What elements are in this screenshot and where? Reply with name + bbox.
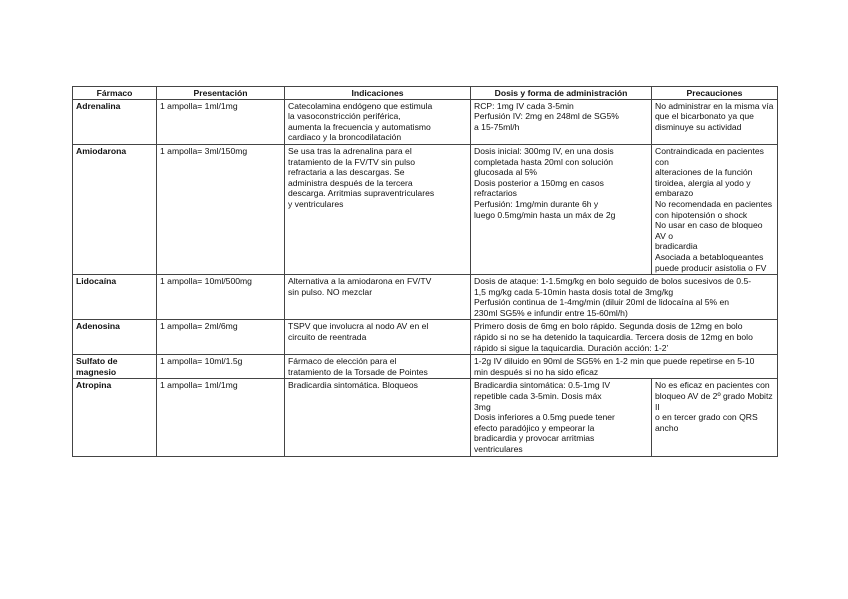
precautions-line: tiroidea, alergia al yodo y [655, 177, 751, 188]
precautions-line: o en tercer grado con QRS ancho [655, 412, 758, 433]
dosage-line: Perfusión continua de 1-4mg/min (diluir 20ml de lidocaína al 5% en [474, 297, 730, 308]
indications-line: Se usa tras la adrenalina para el [288, 145, 412, 156]
drug-name-cell [73, 355, 157, 379]
indications-cell [285, 144, 471, 274]
indications-line: Catecolamina endógeno que estimula [288, 100, 433, 111]
drug-name: Adrenalina [76, 100, 121, 111]
dosage-line: Primero dosis de 6mg en bolo rápido. Segunda dosis de 12mg en bolo [474, 321, 743, 332]
drug-name-cell [73, 99, 157, 144]
indications-line: la vasoconstricción periférica, [288, 111, 401, 122]
precautions-line: puede producir asistolia o FV [655, 262, 767, 273]
dosage-line: glucosada al 5% [474, 167, 538, 178]
presentation-text: 1 ampolla= 2ml/6mg [160, 321, 238, 332]
drug-name-cell [73, 379, 157, 456]
drug-name: Sulfato de [76, 356, 118, 367]
precautions-line: No es eficaz en pacientes con [655, 380, 770, 391]
indications-line: y ventriculares [288, 198, 344, 209]
dosage-line: efecto paradójico y empeorar la [474, 422, 595, 433]
dosage-line: rápido si sigue la taquicardia. Duración acción: 1-2’ [474, 342, 669, 353]
indications-cell [285, 99, 471, 144]
dosage-cell [471, 144, 652, 274]
indications-line: TSPV que involucra al nodo AV en el [288, 321, 429, 332]
presentation-text: 1 ampolla= 1ml/1mg [160, 380, 238, 391]
indications-line: administra después de la tercera [288, 177, 413, 188]
drug-name-cell [73, 144, 157, 274]
dosage-line: luego 0.5mg/min hasta un máx de 2g [474, 209, 616, 220]
dosage-precautions-merged-cell [471, 275, 778, 320]
header-indicaciones: Indicaciones [285, 87, 471, 100]
table-header-row [73, 87, 778, 100]
precautions-line: bradicardia [655, 241, 698, 252]
precautions-cell [652, 144, 778, 274]
dosage-line: bradicardia y provocar arritmias [474, 433, 595, 444]
dosage-line: repetible cada 3-5min. Dosis máx [474, 391, 602, 402]
drug-name: Lidocaína [76, 276, 117, 287]
dosage-line: 1,5 mg/kg cada 5-10min hasta dosis total de 3mg/kg [474, 286, 674, 297]
drug-name: Amiodarona [76, 145, 127, 156]
indications-line: Alternativa a la amiodarona en FV/TV [288, 276, 432, 287]
presentation-text: 1 ampolla= 3ml/150mg [160, 145, 248, 156]
drug-name: Atropina [76, 380, 112, 391]
table-row-atropina [73, 379, 778, 456]
table-row-adenosina [73, 320, 778, 355]
table-row-amiodarona [73, 144, 778, 274]
drug-name: Adenosina [76, 321, 120, 332]
presentation-cell [157, 355, 285, 379]
dosage-line: refractarios [474, 188, 517, 199]
dosage-line: a 15-75ml/h [474, 121, 520, 132]
dosage-cell [471, 99, 652, 144]
indications-line: refractaria a las descargas. Se [288, 167, 405, 178]
indications-line: aumenta la frecuencia y automatismo [288, 121, 431, 132]
dosage-precautions-merged-cell [471, 320, 778, 355]
indications-line: tratamiento de la FV/TV sin pulso [288, 156, 416, 167]
indications-line: tratamiento de la Torsade de Pointes [288, 366, 428, 377]
indications-line: Fármaco de elección para el [288, 356, 397, 367]
drug-name-cell [73, 320, 157, 355]
drug-name-cell [73, 275, 157, 320]
dosage-line: completada hasta 20ml con solución [474, 156, 614, 167]
dosage-line: Perfusión: 1mg/min durante 6h y [474, 198, 599, 209]
dosage-line: rápido si no se ha detenido la taquicardia. Tercera dosis de 12mg en bolo [474, 332, 753, 343]
presentation-cell [157, 379, 285, 456]
indications-cell [285, 355, 471, 379]
presentation-text: 1 ampolla= 10ml/500mg [160, 276, 252, 287]
dosage-line: Dosis inicial: 300mg IV, en una dosis [474, 145, 614, 156]
indications-line: descarga. Arritmias supraventriculares [288, 188, 435, 199]
precautions-line: No usar en caso de bloqueo AV o [655, 220, 763, 241]
precautions-line: No administrar en la misma vía [655, 100, 774, 111]
dosage-line: ventriculares [474, 444, 523, 454]
dosage-line: Perfusión IV: 2mg en 248ml de SG5% [474, 111, 619, 122]
precautions-line: Contraindicada en pacientes con [655, 145, 764, 167]
dosage-cell [471, 379, 652, 456]
indications-line: circuito de reentrada [288, 332, 367, 343]
indications-cell [285, 379, 471, 456]
presentation-cell [157, 99, 285, 144]
dosage-line: min después si no ha sido eficaz [474, 366, 599, 377]
precautions-line: bloqueo AV de 2º grado Mobitz II [655, 391, 773, 412]
presentation-cell [157, 320, 285, 355]
precautions-line: con hipotensión o shock [655, 209, 748, 220]
dosage-line: Dosis posterior a 150mg en casos [474, 177, 604, 188]
header-presentacion: Presentación [157, 87, 285, 100]
header-dosis: Dosis y forma de administración [471, 87, 652, 100]
precautions-cell [652, 379, 778, 456]
presentation-cell [157, 275, 285, 320]
indications-cell [285, 275, 471, 320]
header-farmaco: Fármaco [73, 87, 157, 100]
table-row-adrenalina [73, 99, 778, 144]
precautions-line: Asociada a betabloqueantes [655, 251, 764, 262]
indications-line: sin pulso. NO mezclar [288, 286, 373, 297]
drug-name: magnesio [76, 366, 117, 377]
dosage-line: 230ml SG5% e infundir entre 15-60ml/h) [474, 307, 628, 318]
header-precauciones: Precauciones [652, 87, 778, 100]
dosage-precautions-merged-cell [471, 355, 778, 379]
precautions-line: No recomendada en pacientes [655, 198, 773, 209]
precautions-line: que el bicarbonato ya que [655, 111, 754, 122]
precautions-line: alteraciones de la función [655, 167, 753, 178]
dosage-line: 1-2g IV diluido en 90ml de SG5% en 1-2 min que puede repetirse en 5-10 [474, 356, 755, 367]
precautions-line: embarazo [655, 188, 694, 199]
dosage-line: Bradicardia sintomática: 0.5-1mg IV [474, 380, 611, 391]
indications-line: Bradicardia sintomática. Bloqueos [288, 380, 418, 391]
presentation-text: 1 ampolla= 10ml/1.5g [160, 356, 243, 367]
presentation-cell [157, 144, 285, 274]
indications-line: cardiaco y la broncodilatación [288, 132, 402, 143]
table-row-lidocaina [73, 275, 778, 320]
precautions-line: disminuye su actividad [655, 121, 742, 132]
dosage-line: 3mg [474, 401, 491, 412]
precautions-cell [652, 99, 778, 144]
dosage-line: Dosis inferiores a 0.5mg puede tener [474, 412, 615, 423]
dosage-line: RCP: 1mg IV cada 3-5min [474, 100, 574, 111]
indications-cell [285, 320, 471, 355]
drug-table [72, 86, 778, 457]
table-row-sulfato-de-magnesio [73, 355, 778, 379]
dosage-line: Dosis de ataque: 1-1.5mg/kg en bolo seguido de bolos sucesivos de 0.5- [474, 276, 752, 287]
presentation-text: 1 ampolla= 1ml/1mg [160, 100, 238, 111]
